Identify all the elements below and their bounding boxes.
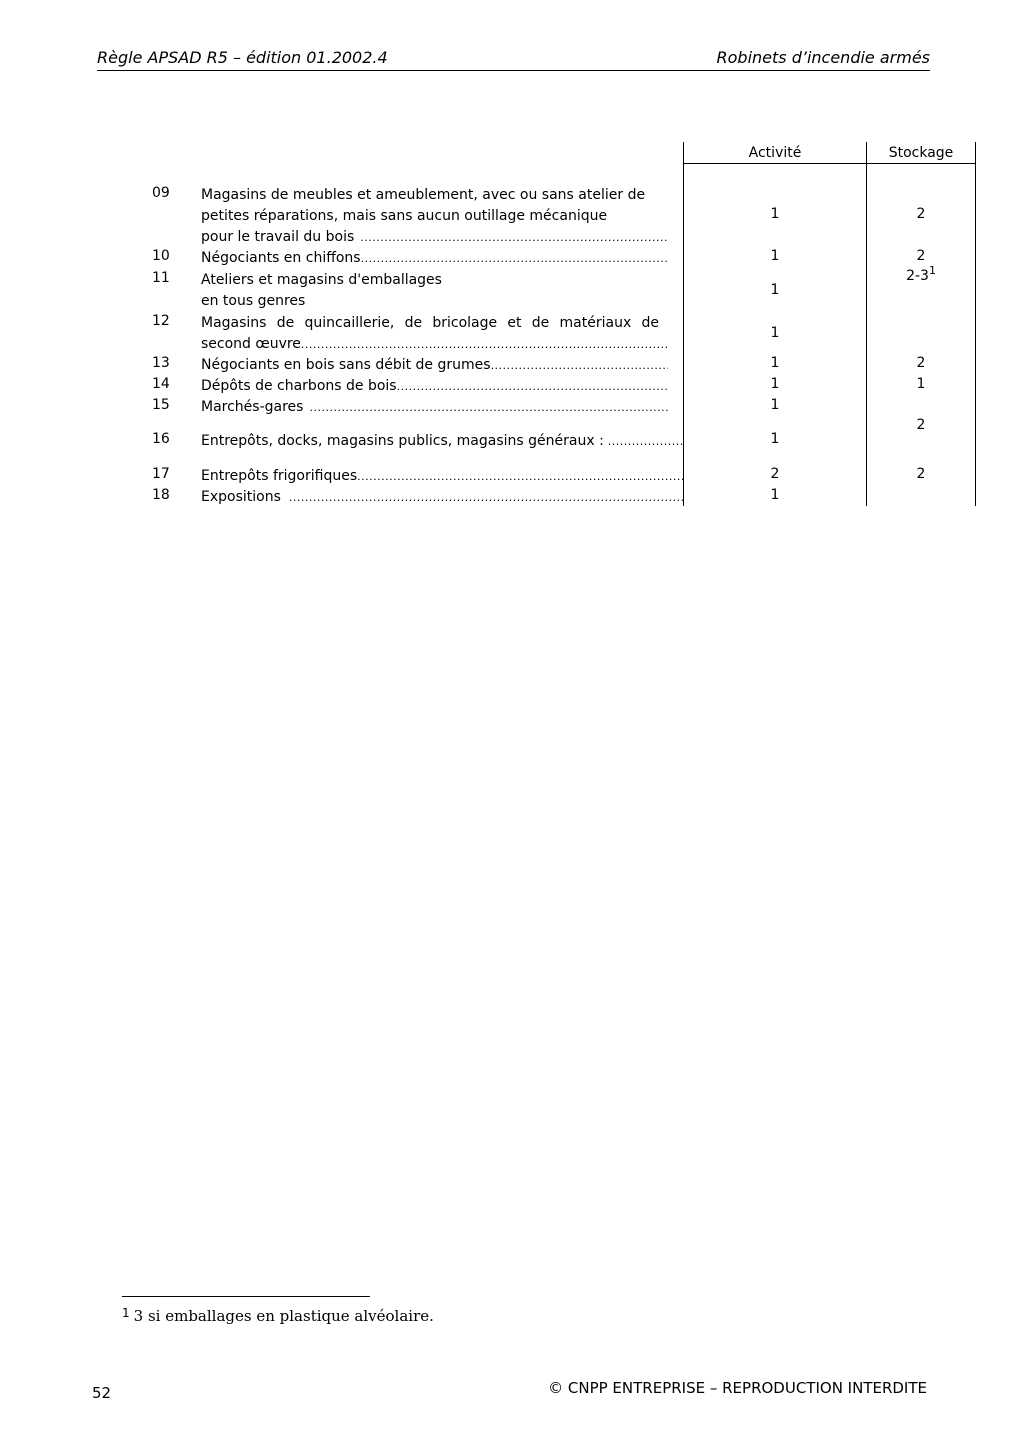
row-description [201, 466, 683, 487]
footnote-separator [122, 1296, 370, 1297]
stockage-value: 2 [916, 417, 926, 433]
row-description-line: Ateliers et magasins d'emballages [201, 272, 442, 288]
row-description [201, 431, 683, 452]
row-description [201, 313, 683, 355]
stockage-value: 2 [916, 248, 926, 264]
row-description-line: Magasins de meubles et ameublement, avec ou sans atelier de [201, 187, 646, 203]
row-number: 09 [152, 185, 170, 201]
row-description [201, 248, 683, 269]
footnote-text: 3 si emballages en plastique alvéolaire. [133, 1307, 434, 1325]
row-number: 11 [152, 270, 170, 286]
row-description-line: Expositions ..... [201, 487, 683, 508]
activite-value: 1 [770, 376, 780, 392]
activite-value: 1 [770, 325, 780, 341]
row-description-line: pour le travail du bois ..... [201, 227, 668, 248]
header-title: Règle APSAD R5 – édition 01.2002.4 [97, 48, 388, 67]
row-description [201, 270, 683, 312]
table-rule [683, 163, 976, 164]
row-description-line: Magasins de quincaillerie, de bricolage et de matériaux de [201, 315, 659, 331]
row-description-line: Négociants en bois sans débit de grumes ..... [201, 355, 668, 376]
row-description-line: Entrepôts frigorifiques ..... [201, 466, 683, 487]
row-description [201, 376, 683, 397]
activite-value: 1 [770, 206, 780, 222]
activite-value: 1 [770, 248, 780, 264]
classification-table [0, 0, 1024, 520]
stockage-value: 2 [916, 206, 926, 222]
row-description-line: Marchés-gares ..... [201, 397, 668, 418]
row-description [201, 185, 683, 248]
row-number: 14 [152, 376, 170, 392]
activite-value: 1 [770, 355, 780, 371]
row-description-line: Négociants en chiffons ..... [201, 248, 668, 269]
activite-value: 1 [770, 282, 780, 298]
row-description [201, 397, 683, 418]
table-rule [975, 142, 976, 506]
activite-value: 2 [770, 466, 780, 482]
row-description [201, 487, 683, 508]
footnote-mark: 1 [122, 1306, 130, 1320]
stockage-value: 2 [916, 355, 926, 371]
row-description-line: second œuvre ..... [201, 334, 668, 355]
copyright-notice: © CNPP ENTREPRISE – REPRODUCTION INTERDITE [548, 1379, 927, 1397]
activite-value: 1 [770, 431, 780, 447]
footnote [122, 1306, 434, 1325]
activite-value: 1 [770, 487, 780, 503]
row-number: 10 [152, 248, 170, 264]
row-number: 12 [152, 313, 170, 329]
header-section: Robinets d’incendie armés [716, 48, 930, 67]
stockage-value: 2 [916, 466, 926, 482]
row-description-line: en tous genres [201, 293, 306, 309]
row-description-line: Dépôts de charbons de bois ..... [201, 376, 668, 397]
footnote-reference[interactable]: 1 [928, 264, 936, 277]
row-description [201, 355, 683, 376]
row-number: 13 [152, 355, 170, 371]
row-number: 16 [152, 431, 170, 447]
row-number: 17 [152, 466, 170, 482]
row-description-line: petites réparations, mais sans aucun outillage mécanique [201, 208, 608, 224]
row-number: 15 [152, 397, 170, 413]
row-description-line: Entrepôts, docks, magasins publics, magasins généraux : ..... [201, 431, 683, 452]
table-rule [683, 142, 684, 506]
stockage-value: 1 [916, 376, 926, 392]
page-number: 52 [92, 1384, 112, 1402]
row-number: 18 [152, 487, 170, 503]
activite-value: 1 [770, 397, 780, 413]
stockage-value: 2-3$^1$ [906, 264, 936, 284]
column-header-stockage: Stockage [888, 145, 954, 161]
column-header-activite: Activité [748, 145, 802, 161]
table-rule [866, 142, 867, 506]
